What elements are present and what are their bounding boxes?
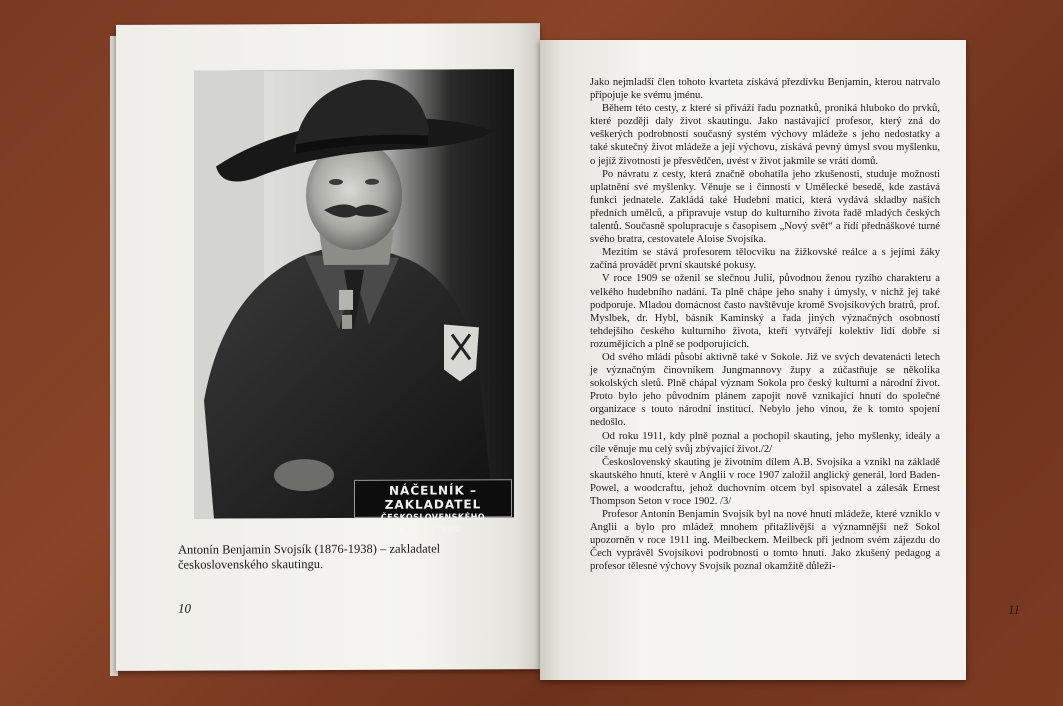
portrait-photo: [194, 69, 514, 534]
photo-label-line2: ČESKOSLOVENSKÉHO SKAUTINGU: [380, 512, 486, 534]
open-book: [110, 18, 1021, 688]
photo-caption: Antonín Benjamin Svojsík (1876-1938) – zakladatel československého skautingu.: [178, 541, 441, 572]
paragraph: Československý skauting je životním dílem A.B. Svojsíka a vznikl na základě skautského hnutí, které v Anglii v roce 1907 založil anglický generál, lord Baden-Powel, a woodcraftu, jehož duchovním otcem byl spisovatel a zálesák Ernest Thompson Seton v roce 1902. /3/: [590, 456, 940, 507]
body-text: [590, 76, 940, 574]
paragraph: Během této cesty, z které si přiváží řadu poznatků, proniká hluboko do prvků, které později daly život skautingu. Jako nastávající profesor, který zná do veškerých podrobností současný systém výchovy mládeže s jeho nedostatky a také skutečný život mládeže a její výchovu, získává pevný úmysl svou myšlenku, o jejíž životnosti je přesvědčen, uvést v život jakmile se vrátí domů.: [590, 103, 940, 167]
paragraph: Jako nejmladší člen tohoto kvarteta získává přezdívku Benjamin, kterou natrvalo připojuje ke svému jménu.: [590, 77, 940, 102]
page-number-right: 11: [1008, 602, 1021, 617]
paragraph: Profesor Antonín Benjamin Svojsík byl na nové hnutí mládeže, které vzniklo v Anglii a bylo pro mládež mnohem přitažlivější a významnější než Sokol upozorněn v roce 1911 ing. Meilbeckem. Meilbeck při jednom svém zájezdu do Čech vyprávěl Svojsíkovi podrobnosti o tomto hnutí. Jako zkušený pedagog a profesor tělesné výchovy Svojsík poznal okamžitě důleži-: [590, 509, 940, 573]
photo-title-label: [354, 479, 512, 534]
right-page: [540, 40, 1021, 680]
paragraph: V roce 1909 se oženil se slečnou Julií, původnou ženou ryzího charakteru a velkého hudebního nadání. Ta plně chápe jeho snahy i úmysly, v nichž jej také podporuje. Mladou domácnost často navštěvuje kromě Svojsíkových bratrů, prof. Myslbek, dr. Hybl, básník Kaminský a řada jiných význačných osobností tehdejšího českého kulturního života, kteří vytvářejí kolektiv lidí dobře si rozumějících a plně se podporujících.: [590, 273, 940, 350]
paragraph: Mezitím se stává profesorem tělocviku na žižkovské reálce a s jejími žáky začíná provádět první skautské pokusy.: [590, 247, 940, 272]
paragraph: Po návratu z cesty, která značně obohatila jeho zkušenosti, studuje možnosti uplatnění své myšlenky. Věnuje se i činnosti v Umělecké besedě, kde zastává funkci jednatele. Zakládá také Hudební matici, která vydává skladby našich předních umělců, a připravuje vstup do kulturního života řadě mladých českých talentů. Současně spolupracuje s časopisem „Nový svět“ a řídí přednáškové turné svého bratra, cestovatele Aloise Svojsíka.: [590, 168, 940, 246]
left-page: [116, 23, 540, 671]
paragraph: Od roku 1911, kdy plně poznal a pochopil skauting, jeho myšlenky, ideály a cíle věnuje mu celý svůj zbývající život./2/: [590, 430, 940, 455]
page-number-left: 10: [178, 600, 191, 616]
portrait-illustration: [194, 69, 514, 518]
paragraph: Od svého mládí působí aktivně také v Sokole. Již ve svých devatenácti letech je význačným činovníkem Jungmannovy župy a zúčastňuje se několika sokolských sletů. Plně chápal význam Sokola pro český kulturní a národní život. Proto bylo jeho původním plánem zapojit nově vznikající hnutí do společné organizace s touto národní institucí. Nebylo jeho vinou, že k tomto spojení nedošlo.: [590, 351, 940, 429]
photo-label-line1: NÁČELNÍK – ZAKLADATEL: [384, 483, 482, 512]
